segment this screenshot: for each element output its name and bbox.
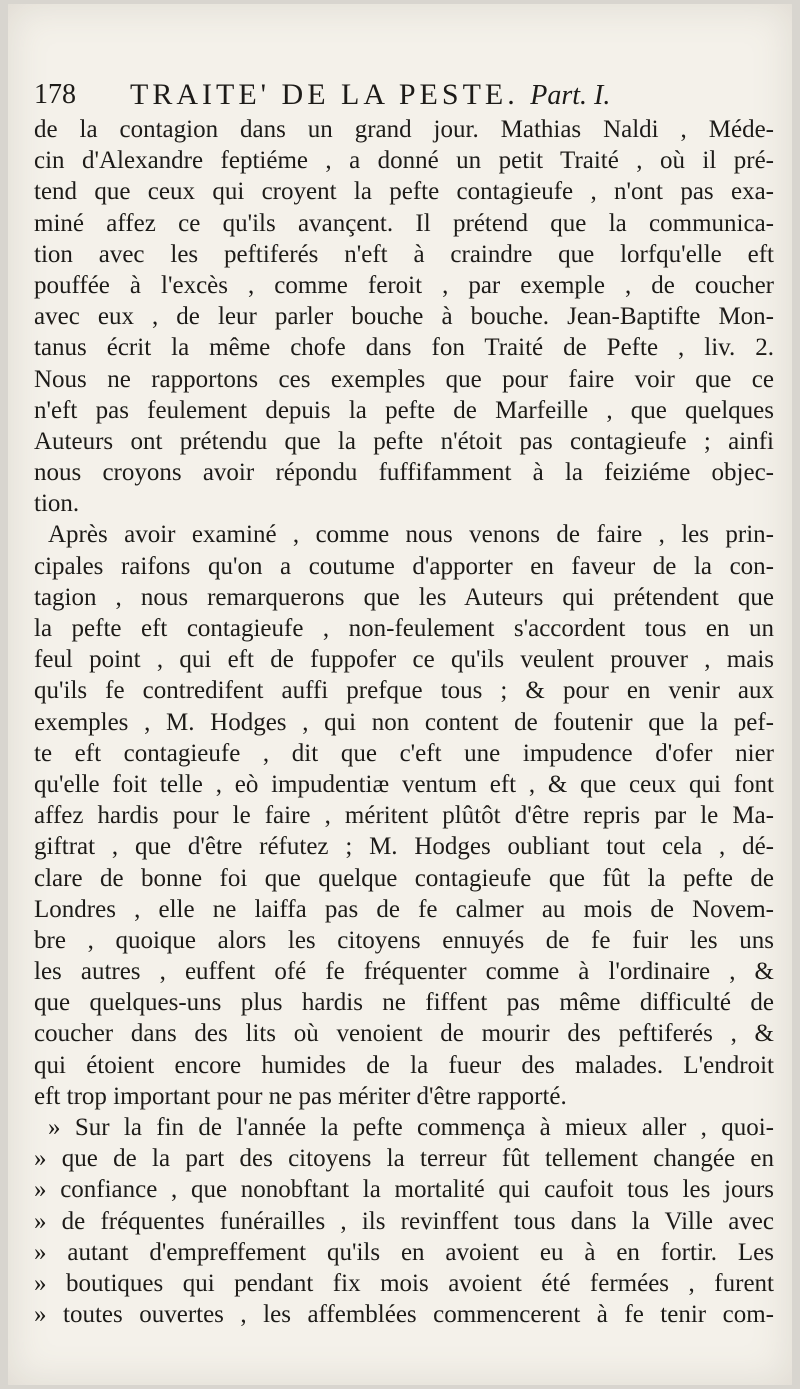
text-line: cipales raifons qu'on a coutume d'apporter en faveur de la con-	[34, 552, 774, 580]
text-line: Nous ne rapportons ces exemples que pour faire voir que ce	[34, 365, 774, 393]
text-line: giftrat , que d'être réfutez ; M. Hodges oubliant tout cela , dé-	[34, 833, 774, 861]
text-line: avec eux , de leur parler bouche à bouche. Jean-Baptifte Mon-	[34, 303, 774, 331]
text-line: cin d'Alexandre feptiéme , a donné un petit Traité , où il pré-	[34, 147, 774, 175]
text-line: tanus écrit la même chofe dans fon Traité de Pefte , liv. 2.	[34, 334, 774, 362]
quote-line: » confiance , que nonobftant la mortalité qui caufoit tous les jours	[34, 1176, 774, 1204]
text-line: eft trop important pour ne pas mériter d'être rapporté.	[34, 1082, 567, 1110]
quote-line: » toutes ouvertes , les affemblées commencerent à fe tenir com-	[34, 1301, 774, 1329]
paragraph-1	[34, 114, 774, 519]
text-line: qu'elle foit telle , eò impudentiæ ventum eft , & que ceux qui font	[34, 770, 774, 798]
running-head	[34, 76, 774, 114]
text-line: qu'ils fe contredifent auffi prefque tous ; & pour en venir aux	[34, 677, 774, 705]
text-line: te eft contagieufe , dit que c'eft une impudence d'ofer nier	[34, 739, 774, 767]
text-line: les autres , euffent ofé fe fréquenter comme à l'ordinaire , &	[34, 958, 774, 986]
book-page	[8, 4, 792, 1385]
text-line: feul point , qui eft de fuppofer ce qu'ils veulent prouver , mais	[34, 646, 774, 674]
text-line: miné affez ce qu'ils avançent. Il prétend que la communica-	[34, 209, 774, 237]
quote-line: » que de la part des citoyens la terreur fût tellement changée en	[34, 1145, 774, 1173]
quote-line: » autant d'empreffement qu'ils en avoient eu à en fortir. Les	[34, 1238, 774, 1266]
quotation	[34, 1112, 774, 1330]
quote-line: » Sur la fin de l'année la pefte commença à mieux aller , quoi-	[48, 1114, 774, 1141]
text-line: Auteurs ont prétendu que la pefte n'étoit pas contagieufe ; ainfi	[34, 427, 774, 455]
text-line: n'eft pas feulement depuis la pefte de Marfeille , que quelques	[34, 396, 774, 424]
text-line: clare de bonne foi que quelque contagieufe que fût la pefte de	[34, 864, 774, 892]
text-line: bre , quoique alors les citoyens ennuyés de fe fuir les uns	[34, 926, 774, 954]
text-line: tion avec les peftiferés n'eft à craindre que lorfqu'elle eft	[34, 240, 774, 268]
text-line: nous croyons avoir répondu fuffifamment à la feiziéme objec-	[34, 459, 774, 487]
quote-line: » de fréquentes funérailles , ils revinffent tous dans la Ville avec	[34, 1207, 774, 1235]
text-line: coucher dans des lits où venoient de mourir des peftiferés , &	[34, 1020, 774, 1048]
text-line: tion.	[34, 490, 80, 518]
text-line: pouffée à l'excès , comme feroit , par exemple , de coucher	[34, 271, 774, 299]
running-title-text: TRAITE' DE LA PESTE.	[130, 78, 519, 111]
running-part: Part. I.	[530, 80, 611, 111]
text-line: de la contagion dans un grand jour. Mathias Naldi , Méde-	[34, 116, 774, 143]
text-line: tagion , nous remarquerons que les Auteurs qui prétendent que	[34, 583, 774, 611]
text-line: affez hardis pour le faire , méritent plûtôt d'être repris par le Ma-	[34, 802, 774, 830]
text-line: Londres , elle ne laiffa pas de fe calmer au mois de Novem-	[34, 895, 774, 923]
quote-line: » boutiques qui pendant fix mois avoient été fermées , furent	[34, 1269, 774, 1297]
text-line: Après avoir examiné , comme nous venons de faire , les prin-	[48, 521, 774, 549]
text-line: exemples , M. Hodges , qui non content de foutenir que la pef-	[34, 708, 774, 736]
text-line: qui étoient encore humides de la fueur des malades. L'endroit	[34, 1051, 774, 1079]
text-line: que quelques-uns plus hardis ne fiffent pas même difficulté de	[34, 989, 774, 1017]
text-line: tend que ceux qui croyent la pefte contagieufe , n'ont pas exa-	[34, 178, 774, 206]
running-title	[130, 76, 610, 115]
paragraph-2	[34, 519, 774, 1112]
text-line: la pefte eft contagieufe , non-feulement s'accordent tous en un	[34, 615, 774, 642]
page-number: 178	[34, 79, 76, 110]
page-text	[34, 76, 774, 1330]
